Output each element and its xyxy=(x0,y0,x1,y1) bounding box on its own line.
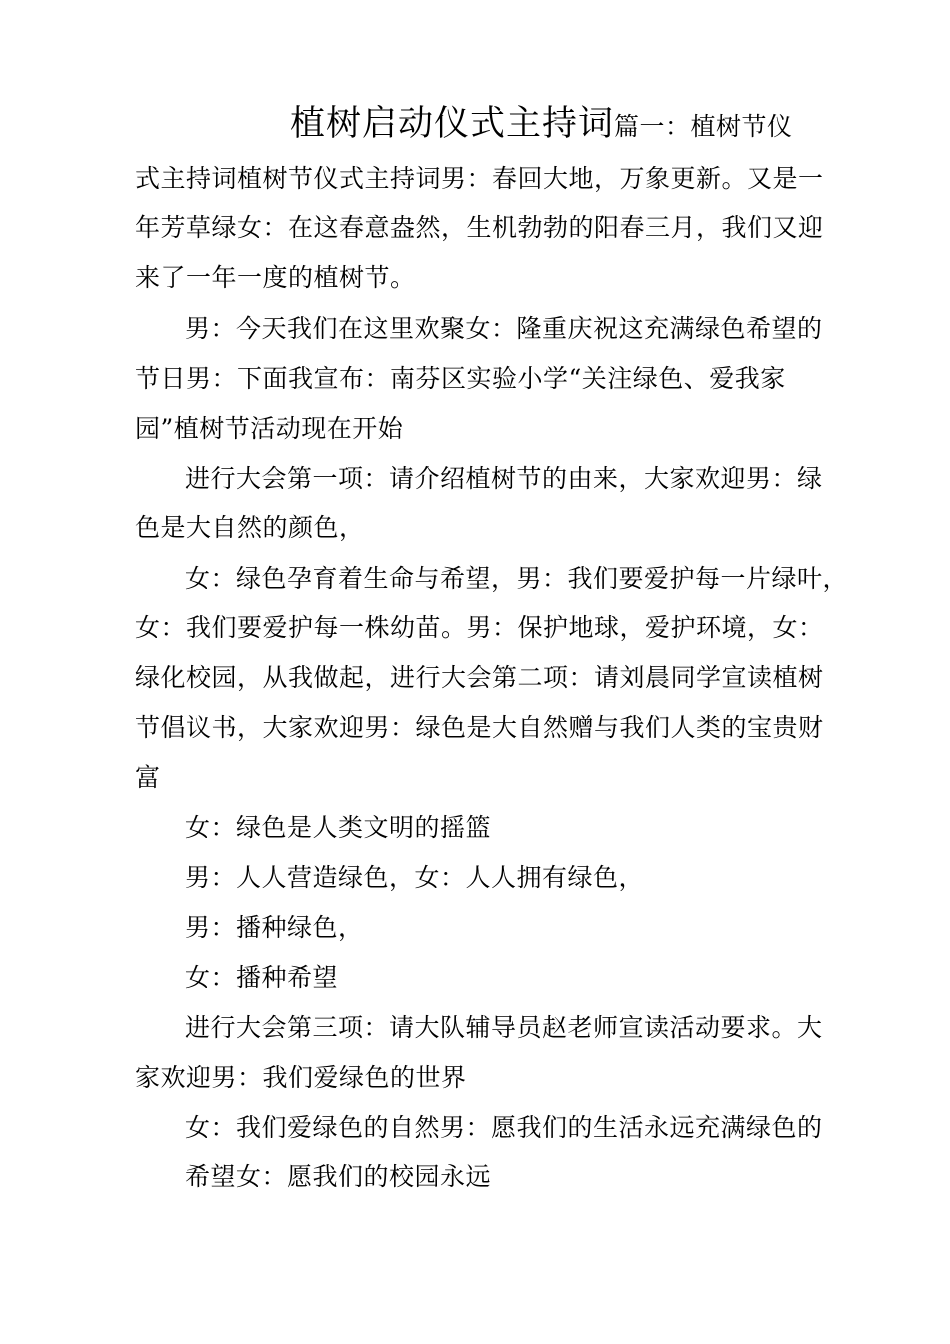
text-line: 式主持词植树节仪式主持词男：春回大地，万象更新。又是一 xyxy=(135,164,824,193)
text-line: 富 xyxy=(135,763,161,792)
text-line: 来了一年一度的植树节。 xyxy=(135,263,416,292)
text-line: 男：播种绿色， xyxy=(185,913,364,942)
text-line: 女：绿色是人类文明的摇篮 xyxy=(185,813,492,842)
text-line: 进行大会第一项：请介绍植树节的由来，大家欢迎男：绿 xyxy=(185,464,823,493)
text-line: 男：今天我们在这里欢聚女：隆重庆祝这充满绿色希望的 xyxy=(185,314,823,343)
text-line: 进行大会第三项：请大队辅导员赵老师宣读活动要求。大 xyxy=(185,1013,823,1042)
text-line: 色是大自然的颜色， xyxy=(135,513,365,542)
text-line: 家欢迎男：我们爱绿色的世界 xyxy=(135,1063,467,1092)
document-title-tail: 篇一：植树节仪 xyxy=(614,112,793,141)
text-line: 绿化校园，从我做起，进行大会第二项：请刘晨同学宣读植树 xyxy=(135,663,824,692)
text-line: 女：我们要爱护每一株幼苗。男：保护地球，爱护环境，女： xyxy=(135,613,824,642)
text-line: 节倡议书，大家欢迎男：绿色是大自然赠与我们人类的宝贵财 xyxy=(135,713,824,742)
text-line: 年芳草绿女：在这春意盎然，生机勃勃的阳春三月，我们又迎 xyxy=(135,213,824,242)
text-line: 女：绿色孕育着生命与希望，男：我们要爱护每一片绿叶， xyxy=(185,564,849,593)
document-title-line xyxy=(290,102,793,149)
text-line: 园”植树节活动现在开始 xyxy=(135,414,404,443)
document-title: 植树启动仪式主持词 xyxy=(290,104,615,144)
text-line: 节日男：下面我宣布：南芬区实验小学“关注绿色、爱我家 xyxy=(135,364,786,393)
text-line: 男：人人营造绿色，女：人人拥有绿色， xyxy=(185,863,645,892)
text-line: 女：播种希望 xyxy=(185,963,339,992)
text-line: 女：我们爱绿色的自然男：愿我们的生活永远充满绿色的 xyxy=(185,1113,823,1142)
text-line: 希望女：愿我们的校园永远 xyxy=(185,1162,492,1191)
